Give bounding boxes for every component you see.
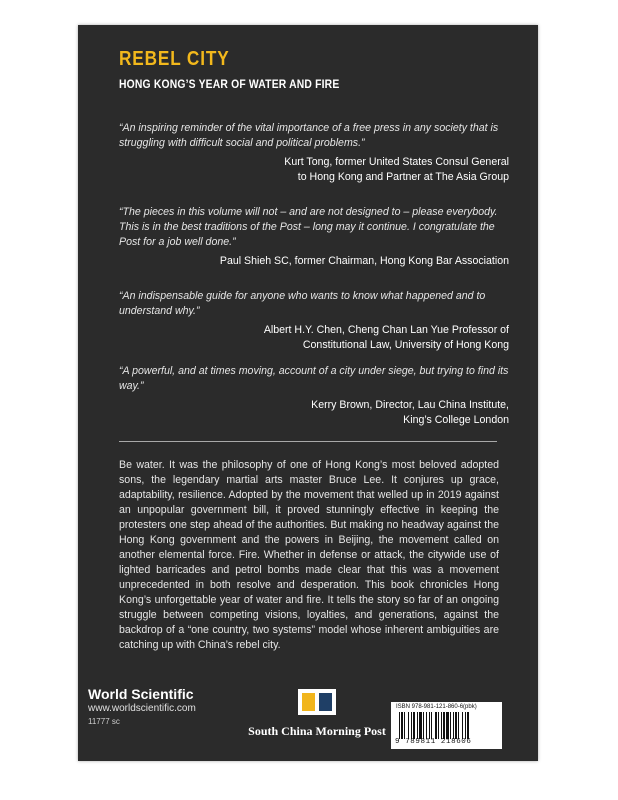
barcode-bar — [435, 712, 437, 739]
book-back-cover — [78, 25, 538, 761]
book-title: REBEL CITY — [119, 48, 230, 70]
barcode-bar — [438, 712, 439, 739]
book-description: Be water. It was the philosophy of one of Hong Kong’s most beloved adopted sons, the legendary martial arts master Bruce Lee. It conjures up grace, adaptability, resilience. Adopted by the movement that welled up in 2019 against an unpopular government bill, it proved stunningly effective in keeping the protesters one step ahead of the authorities. But making no headway against the Hong Kong government and the powers in Beijing, the movement called on another elemental force. Fire. Whether in defense or attack, the citywide use of lighted barricades and petrol bombs made clear that this was a movement unprecedented in both resolve and desperation. This book chronicles Hong Kong’s unforgettable year of water and fire. It tells the story so far of an ongoing struggle between competing visions, loyalties, and generations, against the backdrop of a “one country, two systems” model whose inherent ambiguities are catching up with China’s rebel city. — [119, 459, 499, 651]
publisher-code: 11777 sc — [88, 717, 120, 726]
publisher-name: World Scientific — [88, 686, 194, 702]
barcode-bar — [399, 712, 400, 739]
quote-text: “The pieces in this volume will not – and are not designed to – please everybody. This is in the best traditions of the Post – long may it continue. I congratulate the Post for a job well done.” — [119, 206, 498, 248]
barcode-bar — [443, 712, 445, 739]
quote-text: “An indispensable guide for anyone who wants to know what happened and to understand why.” — [119, 290, 486, 317]
endorsement-quote — [119, 205, 509, 269]
barcode-bar — [404, 712, 405, 739]
barcode-bar — [401, 712, 403, 739]
logo-square-left — [302, 693, 315, 711]
barcode-bar — [458, 712, 459, 739]
barcode-bar — [408, 712, 409, 739]
endorsement-quote — [119, 121, 509, 185]
isbn-barcode-box — [391, 702, 502, 749]
barcode-bar — [426, 712, 427, 739]
book-subtitle: HONG KONG’S YEAR OF WATER AND FIRE — [119, 79, 340, 91]
section-divider — [119, 441, 497, 442]
barcode-bar — [431, 712, 432, 739]
barcode-bar — [465, 712, 466, 739]
barcode-bar — [429, 712, 430, 739]
barcode-bar — [419, 712, 422, 739]
quote-text: “An inspiring reminder of the vital importance of a free press in any society that is struggling with difficult social and political problems.” — [119, 122, 499, 149]
barcode-bar — [423, 712, 424, 739]
quote-text: “A powerful, and at times moving, account of a city under siege, but trying to find its way.” — [119, 365, 509, 392]
scmp-logo-text: South China Morning Post — [248, 724, 386, 738]
scmp-logo-icon — [298, 689, 336, 715]
quote-attribution: Kerry Brown, Director, Lau China Institute, King’s College London — [311, 399, 509, 426]
barcode-digits: 9 789811 218606 — [395, 738, 472, 746]
publisher-url: www.worldscientific.com — [88, 703, 196, 714]
barcode-bar — [467, 712, 469, 739]
isbn-label: ISBN 978-981-121-860-6(pbk) — [396, 704, 477, 710]
logo-square-right — [319, 693, 332, 711]
barcode-icon — [399, 712, 496, 739]
barcode-bar — [413, 712, 415, 739]
barcode-bar — [455, 712, 457, 739]
barcode-bar — [450, 712, 451, 739]
publisher-block — [88, 686, 196, 727]
endorsement-quote — [119, 289, 509, 353]
barcode-bar — [462, 712, 463, 739]
barcode-bar — [453, 712, 454, 739]
quote-attribution: Albert H.Y. Chen, Cheng Chan Lan Yue Professor of Constitutional Law, University of Hong Kong — [263, 324, 509, 351]
quote-attribution: Kurt Tong, former United States Consul General to Hong Kong and Partner at The Asia Group — [284, 156, 509, 183]
barcode-bar — [417, 712, 418, 739]
scmp-logo — [242, 689, 392, 739]
barcode-bar — [411, 712, 412, 739]
barcode-bar — [441, 712, 442, 739]
quote-attribution: Paul Shieh SC, former Chairman, Hong Kong Bar Association — [219, 255, 509, 267]
barcode-bar — [446, 712, 449, 739]
endorsement-quote — [119, 364, 509, 428]
